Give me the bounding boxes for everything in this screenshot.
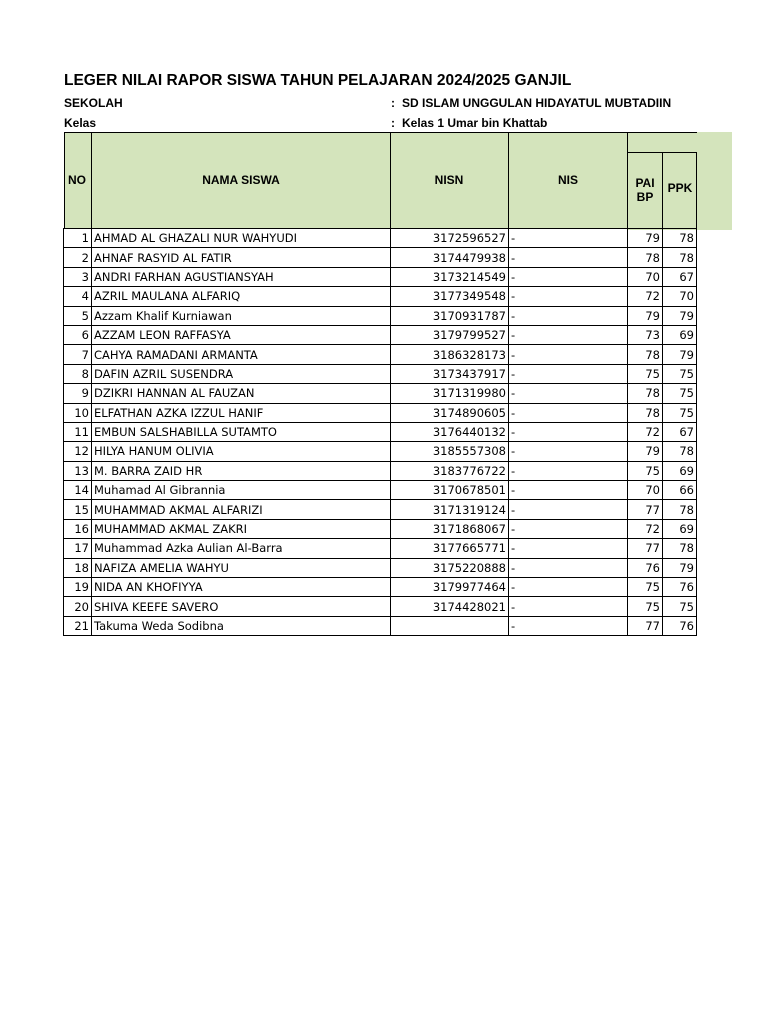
header-divider	[508, 132, 509, 228]
row-number-cell: 21	[64, 616, 92, 635]
nis-cell: -	[509, 306, 628, 325]
nisn-cell: 3171319124	[391, 500, 509, 519]
pai-bp-score-cell: 77	[628, 616, 663, 635]
row-number-cell: 7	[64, 345, 92, 364]
header-nis: NIS	[557, 173, 579, 187]
pai-bp-score-cell: 78	[628, 403, 663, 422]
pai-bp-score-cell: 79	[628, 229, 663, 248]
nis-cell: -	[509, 287, 628, 306]
table-row	[64, 248, 697, 267]
ppk-score-cell: 78	[663, 229, 697, 248]
row-number-cell: 2	[64, 248, 92, 267]
ppk-score-cell: 69	[663, 519, 697, 538]
table-row	[64, 442, 697, 461]
nisn-cell: 3186328173	[391, 345, 509, 364]
table-row	[64, 384, 697, 403]
row-number-cell: 14	[64, 481, 92, 500]
table-row	[64, 539, 697, 558]
nisn-cell: 3171868067	[391, 519, 509, 538]
header-divider	[627, 152, 697, 153]
nis-cell: -	[509, 325, 628, 344]
row-number-cell: 13	[64, 461, 92, 480]
row-number-cell: 11	[64, 422, 92, 441]
table-row	[64, 267, 697, 286]
row-number-cell: 17	[64, 539, 92, 558]
row-number-cell: 20	[64, 597, 92, 616]
pai-bp-score-cell: 75	[628, 364, 663, 383]
table-row	[64, 558, 697, 577]
student-name-cell: Azzam Khalif Kurniawan	[92, 306, 391, 325]
nis-cell: -	[509, 364, 628, 383]
pai-bp-score-cell: 75	[628, 578, 663, 597]
ppk-score-cell: 66	[663, 481, 697, 500]
nis-cell: -	[509, 403, 628, 422]
nis-cell: -	[509, 422, 628, 441]
nis-cell: -	[509, 229, 628, 248]
nisn-cell: 3170931787	[391, 306, 509, 325]
header-divider	[662, 152, 663, 228]
student-name-cell: AHNAF RASYID AL FATIR	[92, 248, 391, 267]
student-name-cell: ANDRI FARHAN AGUSTIANSYAH	[92, 267, 391, 286]
nisn-cell: 3177665771	[391, 539, 509, 558]
pai-bp-score-cell: 75	[628, 597, 663, 616]
nis-cell: -	[509, 384, 628, 403]
header-no: NO	[68, 173, 86, 187]
ppk-score-cell: 78	[663, 539, 697, 558]
nisn-cell: 3171319980	[391, 384, 509, 403]
nis-cell: -	[509, 500, 628, 519]
sekolah-label: SEKOLAH	[64, 96, 123, 110]
ppk-score-cell: 79	[663, 345, 697, 364]
student-name-cell: MUHAMMAD AKMAL ALFARIZI	[92, 500, 391, 519]
student-name-cell: AZRIL MAULANA ALFARIQ	[92, 287, 391, 306]
header-divider	[390, 132, 391, 228]
nisn-cell: 3173214549	[391, 267, 509, 286]
page-title: LEGER NILAI RAPOR SISWA TAHUN PELAJARAN 2024/2025 GANJIL	[64, 72, 572, 89]
ppk-score-cell: 69	[663, 461, 697, 480]
table-row	[64, 364, 697, 383]
student-name-cell: AHMAD AL GHAZALI NUR WAHYUDI	[92, 229, 391, 248]
ppk-score-cell: 76	[663, 578, 697, 597]
pai-bp-score-cell: 78	[628, 248, 663, 267]
header-divider	[696, 152, 697, 228]
student-name-cell: DZIKRI HANNAN AL FAUZAN	[92, 384, 391, 403]
ppk-score-cell: 79	[663, 306, 697, 325]
nisn-cell: 3173437917	[391, 364, 509, 383]
table-row	[64, 422, 697, 441]
student-name-cell: SHIVA KEEFE SAVERO	[92, 597, 391, 616]
table-row	[64, 403, 697, 422]
ppk-score-cell: 70	[663, 287, 697, 306]
row-number-cell: 9	[64, 384, 92, 403]
ppk-score-cell: 67	[663, 422, 697, 441]
row-number-cell: 15	[64, 500, 92, 519]
pai-bp-score-cell: 78	[628, 345, 663, 364]
pai-bp-score-cell: 78	[628, 384, 663, 403]
nis-cell: -	[509, 442, 628, 461]
pai-bp-score-cell: 77	[628, 500, 663, 519]
row-number-cell: 1	[64, 229, 92, 248]
nisn-cell: 3174428021	[391, 597, 509, 616]
pai-bp-score-cell: 77	[628, 539, 663, 558]
student-name-cell: NIDA AN KHOFIYYA	[92, 578, 391, 597]
row-number-cell: 5	[64, 306, 92, 325]
ppk-score-cell: 75	[663, 403, 697, 422]
nis-cell: -	[509, 597, 628, 616]
table-row	[64, 229, 697, 248]
row-number-cell: 19	[64, 578, 92, 597]
nisn-cell: 3174479938	[391, 248, 509, 267]
student-name-cell: MUHAMMAD AKMAL ZAKRI	[92, 519, 391, 538]
pai-bp-score-cell: 73	[628, 325, 663, 344]
header-pai-bp-line2: BP	[636, 190, 654, 204]
student-name-cell: M. BARRA ZAID HR	[92, 461, 391, 480]
header-nisn: NISN	[434, 173, 464, 187]
grades-table	[63, 228, 697, 636]
table-row	[64, 578, 697, 597]
pai-bp-score-cell: 72	[628, 287, 663, 306]
table-row	[64, 345, 697, 364]
student-name-cell: Takuma Weda Sodibna	[92, 616, 391, 635]
pai-bp-score-cell: 76	[628, 558, 663, 577]
nisn-cell: 3179799527	[391, 325, 509, 344]
nisn-cell: 3175220888	[391, 558, 509, 577]
table-row	[64, 325, 697, 344]
ppk-score-cell: 78	[663, 500, 697, 519]
nis-cell: -	[509, 616, 628, 635]
ppk-score-cell: 75	[663, 597, 697, 616]
nis-cell: -	[509, 248, 628, 267]
pai-bp-score-cell: 75	[628, 461, 663, 480]
header-fill-main	[64, 132, 628, 228]
ppk-score-cell: 69	[663, 325, 697, 344]
row-number-cell: 12	[64, 442, 92, 461]
row-number-cell: 8	[64, 364, 92, 383]
row-number-cell: 18	[64, 558, 92, 577]
ppk-score-cell: 78	[663, 442, 697, 461]
row-number-cell: 6	[64, 325, 92, 344]
nis-cell: -	[509, 345, 628, 364]
header-divider	[627, 132, 697, 133]
table-row	[64, 306, 697, 325]
row-number-cell: 10	[64, 403, 92, 422]
sekolah-colon: :	[391, 96, 395, 110]
table-row	[64, 287, 697, 306]
table-row	[64, 461, 697, 480]
row-number-cell: 4	[64, 287, 92, 306]
student-name-cell: ELFATHAN AZKA IZZUL HANIF	[92, 403, 391, 422]
nisn-cell: 3174890605	[391, 403, 509, 422]
header-ppk: PPK	[667, 181, 693, 195]
nisn-cell: 3172596527	[391, 229, 509, 248]
pai-bp-score-cell: 70	[628, 481, 663, 500]
header-nama-siswa: NAMA SISWA	[202, 173, 280, 187]
nisn-cell: 3177349548	[391, 287, 509, 306]
ppk-score-cell: 67	[663, 267, 697, 286]
ppk-score-cell: 75	[663, 364, 697, 383]
nisn-cell: 3176440132	[391, 422, 509, 441]
table-row	[64, 597, 697, 616]
pai-bp-score-cell: 79	[628, 306, 663, 325]
student-name-cell: HILYA HANUM OLIVIA	[92, 442, 391, 461]
nis-cell: -	[509, 461, 628, 480]
kelas-value: Kelas 1 Umar bin Khattab	[402, 116, 548, 130]
nisn-cell	[391, 616, 509, 635]
student-name-cell: DAFIN AZRIL SUSENDRA	[92, 364, 391, 383]
pai-bp-score-cell: 72	[628, 519, 663, 538]
row-number-cell: 3	[64, 267, 92, 286]
kelas-label: Kelas	[64, 116, 97, 130]
student-name-cell: CAHYA RAMADANI ARMANTA	[92, 345, 391, 364]
nisn-cell: 3179977464	[391, 578, 509, 597]
pai-bp-score-cell: 72	[628, 422, 663, 441]
student-name-cell: EMBUN SALSHABILLA SUTAMTO	[92, 422, 391, 441]
nisn-cell: 3185557308	[391, 442, 509, 461]
student-name-cell: NAFIZA AMELIA WAHYU	[92, 558, 391, 577]
nis-cell: -	[509, 558, 628, 577]
student-name-cell: Muhammad Azka Aulian Al-Barra	[92, 539, 391, 558]
pai-bp-score-cell: 79	[628, 442, 663, 461]
ppk-score-cell: 79	[663, 558, 697, 577]
nisn-cell: 3170678501	[391, 481, 509, 500]
ppk-score-cell: 76	[663, 616, 697, 635]
nis-cell: -	[509, 519, 628, 538]
student-name-cell: Muhamad Al Gibrannia	[92, 481, 391, 500]
ppk-score-cell: 78	[663, 248, 697, 267]
header-divider	[91, 132, 92, 228]
nis-cell: -	[509, 267, 628, 286]
nis-cell: -	[509, 578, 628, 597]
nisn-cell: 3183776722	[391, 461, 509, 480]
table-row	[64, 616, 697, 635]
nis-cell: -	[509, 539, 628, 558]
pai-bp-score-cell: 70	[628, 267, 663, 286]
ppk-score-cell: 75	[663, 384, 697, 403]
table-row	[64, 500, 697, 519]
row-number-cell: 16	[64, 519, 92, 538]
sekolah-value: SD ISLAM UNGGULAN HIDAYATUL MUBTADIIN	[402, 96, 672, 110]
table-row	[64, 481, 697, 500]
header-divider	[627, 132, 628, 228]
table-row	[64, 519, 697, 538]
header-pai-bp-line1: PAI	[635, 176, 655, 190]
student-name-cell: AZZAM LEON RAFFASYA	[92, 325, 391, 344]
nis-cell: -	[509, 481, 628, 500]
kelas-colon: :	[391, 116, 395, 130]
